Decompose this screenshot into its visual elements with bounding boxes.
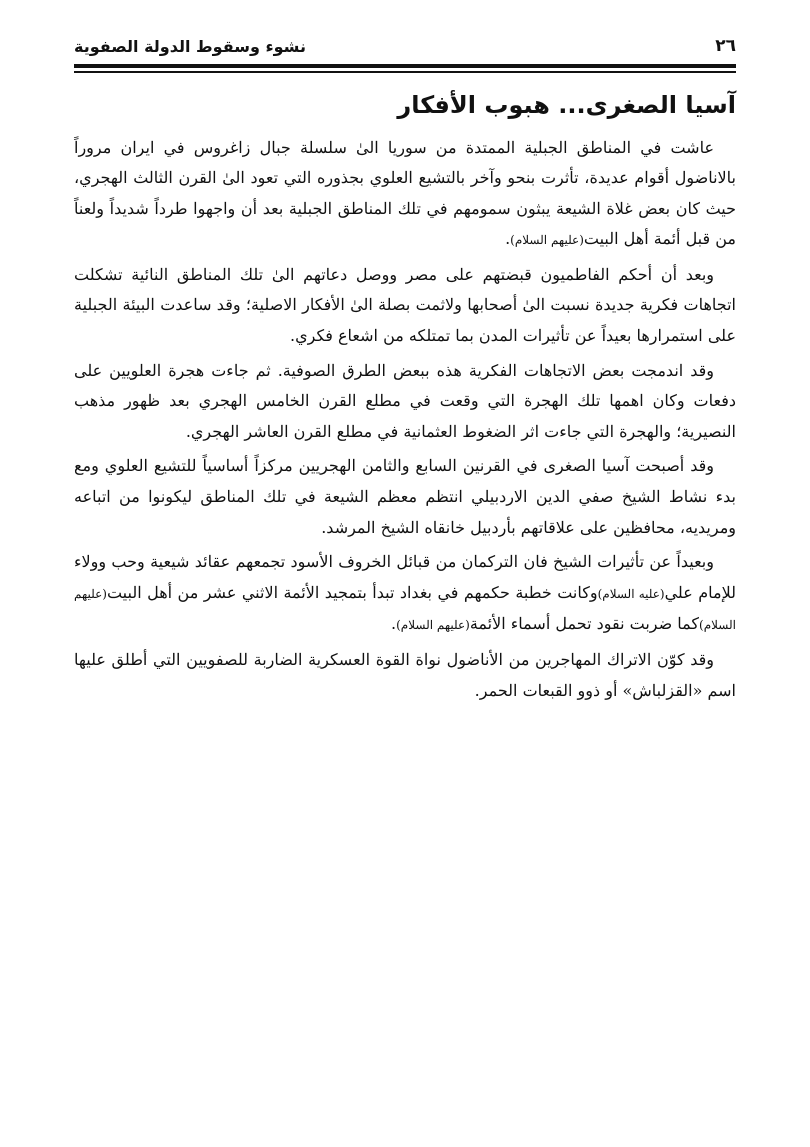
- section-title: آسيا الصغرى... هبوب الأفكار: [397, 90, 736, 119]
- running-header: [74, 26, 736, 56]
- paragraph-text: وكانت خطبة حكمهم في بغداد تبدأ بتمجيد الأئمة الاثني عشر من أهل البيت: [106, 582, 598, 602]
- header-divider-thick: [74, 64, 736, 68]
- honorific-text: (عليهم السلام): [74, 586, 736, 633]
- paragraph-text: عاشت في المناطق الجبلية الممتدة من سوريا الىٰ سلسلة جبال زاغروس في ايران مروراً بالاناضول أقوام عديدة، تأثرت بنحو وآخر بالتشيع العلوي بجذوره التي تعود الىٰ القرن الثالث الهجري، حيث كان بعض غلاة الشيعة يبثون سمومهم في تلك المناطق الجبلية بعد أن واجهوا طرداً شديداً ولعناً من قبل أئمة أهل البيت: [74, 137, 736, 249]
- page-number: ٢٦: [715, 36, 736, 56]
- honorific-text: (عليهم السلام): [510, 233, 584, 248]
- paragraph: [74, 645, 736, 706]
- honorific-text: (عليه السلام): [597, 586, 665, 601]
- book-page: [74, 26, 736, 710]
- paragraph-text: وقد اندمجت بعض الاتجاهات الفكرية هذه ببعض الطرق الصوفية. ثم جاءت هجرة العلويين على دفعات وكان اهمها تلك الهجرة التي وقعت في مطلع القرن الخامس الهجري بعد ظهور مذهب النصيرية؛ والهجرة التي جاءت اثر الضغوط العثمانية في مطلع القرن العاشر الهجري.: [74, 360, 736, 441]
- paragraph: [74, 547, 736, 641]
- paragraph-text: وقد كوّن الاتراك المهاجرين من الأناضول نواة القوة العسكرية الضاربة للصفويين التي أطلق عليها اسم «القزلباش» أو ذوو القبعات الحمر.: [74, 650, 736, 700]
- paragraph-text: وبعيداً عن تأثيرات الشيخ فان التركمان من قبائل الخروف الأسود تجمعهم عقائد شيعية وحب وولاء للإمام علي: [74, 552, 736, 602]
- paragraph-text: .: [391, 614, 397, 634]
- paragraph: [74, 451, 736, 543]
- paragraph: [74, 260, 736, 352]
- paragraph-text: كما ضربت نقود تحمل أسماء الأئمة: [469, 614, 700, 634]
- paragraph-text: .: [505, 229, 511, 249]
- book-title: نشوء وسقوط الدولة الصفوية: [74, 37, 306, 56]
- honorific-text: (عليهم السلام): [396, 618, 470, 633]
- paragraph-text: وقد أصبحت آسيا الصغرى في القرنين السابع والثامن الهجريين مركزاً أساسياً للتشيع العلوي ومع بدء نشاط الشيخ صفي الدين الاردبيلي انتظم معظم الشيعة في تلك المناطق ليكونوا من اتباعه ومريديه، محافظين على علاقاتهم بأردبيل خانقاه الشيخ المرشد.: [74, 456, 736, 537]
- paragraph: [74, 356, 736, 448]
- body-text: [74, 133, 736, 707]
- header-divider-thin: [74, 71, 736, 73]
- paragraph: [74, 133, 736, 256]
- paragraph-text: وبعد أن أحكم الفاطميون قبضتهم على مصر ووصل دعاتهم الىٰ تلك المناطق النائية تشكلت اتجاهات فكرية جديدة نسبت الىٰ أصحابها ولاثمت بصلة الىٰ الأفكار الاصلية؛ وقد ساعدت البيئة الجبلية على استمرارها بعيداً عن تأثيرات المدن بما تمتلكه من اشعاع فكري.: [74, 264, 736, 346]
